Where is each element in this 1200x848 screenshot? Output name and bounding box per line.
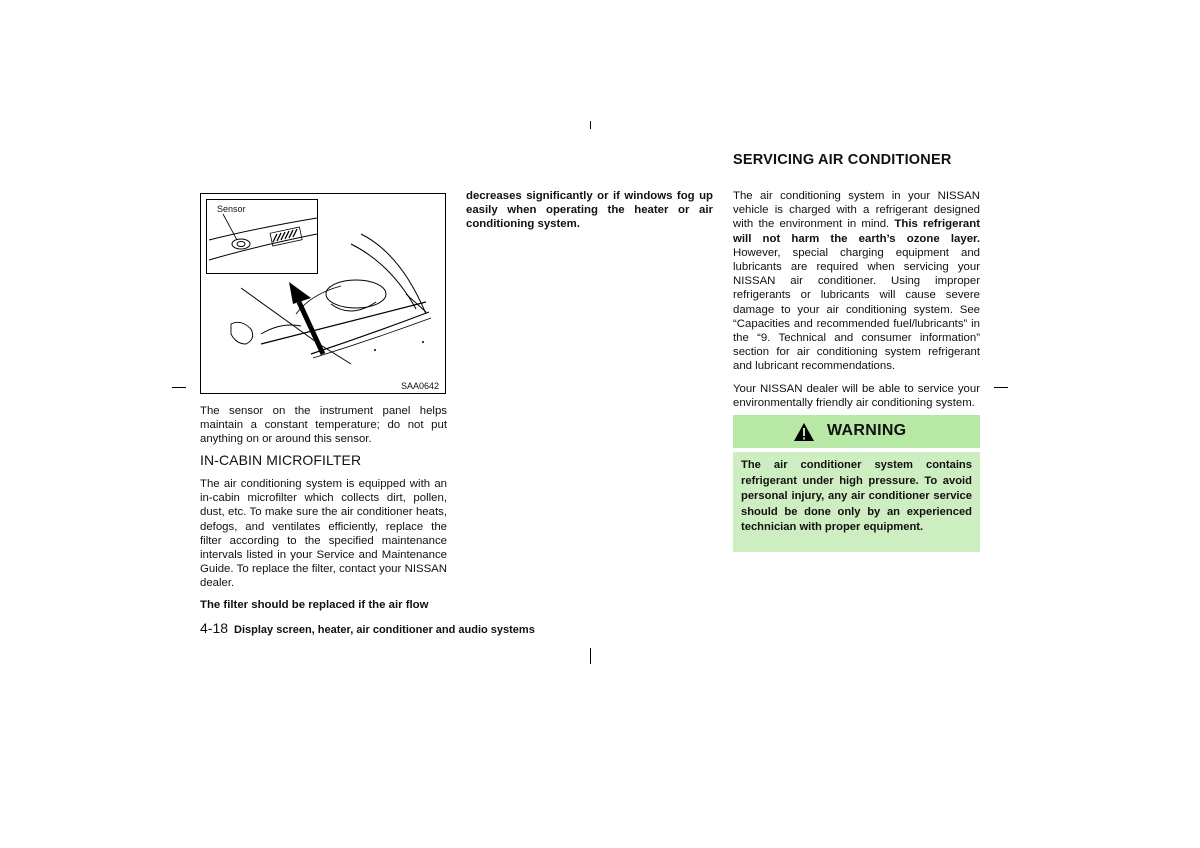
page-footer <box>200 620 535 638</box>
page-number: 4-18 <box>200 620 229 636</box>
microfilter-bold-text: The filter should be replaced if the air flow <box>200 598 429 611</box>
section-title: Display screen, heater, air conditioner and audio systems <box>234 624 535 636</box>
right-column-text <box>733 189 980 418</box>
servicing-paragraph-1-start: The air conditioning system in your NISSAN vehicle is charged with a refrigerant designed with the environment in mind. <box>733 190 980 231</box>
middle-column-text <box>466 189 713 240</box>
crop-mark-right <box>994 387 1008 388</box>
warning-body: The air conditioner system contains refrigerant under high pressure. To avoid personal injury, any air conditioner service should be done only by an experienced technician with proper equipment. <box>733 452 980 552</box>
sensor-caption: The sensor on the instrument panel helps maintain a constant temperature; do not put anything on or around this sensor. <box>200 405 447 446</box>
continued-bold-text: decreases significantly or if windows fog up easily when operating the heater or air conditioning system. <box>466 190 713 231</box>
warning-header <box>733 415 980 448</box>
crop-mark-left <box>172 387 186 388</box>
figure-code: SAA0642 <box>401 381 440 391</box>
left-column-text <box>200 404 447 457</box>
microfilter-body <box>200 477 447 620</box>
servicing-heading: SERVICING AIR CONDITIONER <box>733 152 952 168</box>
sensor-figure <box>200 193 446 394</box>
microfilter-heading: IN-CABIN MICROFILTER <box>200 452 362 468</box>
servicing-paragraph-2: Your NISSAN dealer will be able to service your environmentally friendly air conditioning system. <box>733 382 980 409</box>
servicing-paragraph-1-end: However, special charging equipment and lubricants are required when servicing your NISSAN air conditioner. Using improper refrigerants or lubricants will cause severe damage to your air conditioning system. See “Capacities and recommended fuel/lubricants” in the “9. Technical and consumer information” section for air conditioning system refrigerant and lubricant recommendations. <box>733 246 980 373</box>
warning-triangle-icon <box>793 422 815 442</box>
warning-title: WARNING <box>827 422 907 439</box>
crop-mark-top <box>590 121 591 129</box>
sensor-label: Sensor <box>217 204 246 214</box>
crop-mark-bottom <box>590 648 591 664</box>
dashboard-drawing <box>201 194 445 393</box>
servicing-paragraph-1 <box>733 189 980 374</box>
microfilter-text: The air conditioning system is equipped with an in-cabin microfilter which collects dirt, pollen, dust, etc. To make sure the air conditioner heats, defogs, and ventilates efficiently, replace the filter according to the specified maintenance intervals listed in your Service and Maintenance Guide. To replace the filter, contact your NISSAN dealer. <box>200 478 447 590</box>
servicing-paragraph-1-bold: This refrigerant will not harm the earth’s ozone layer. <box>733 218 980 245</box>
